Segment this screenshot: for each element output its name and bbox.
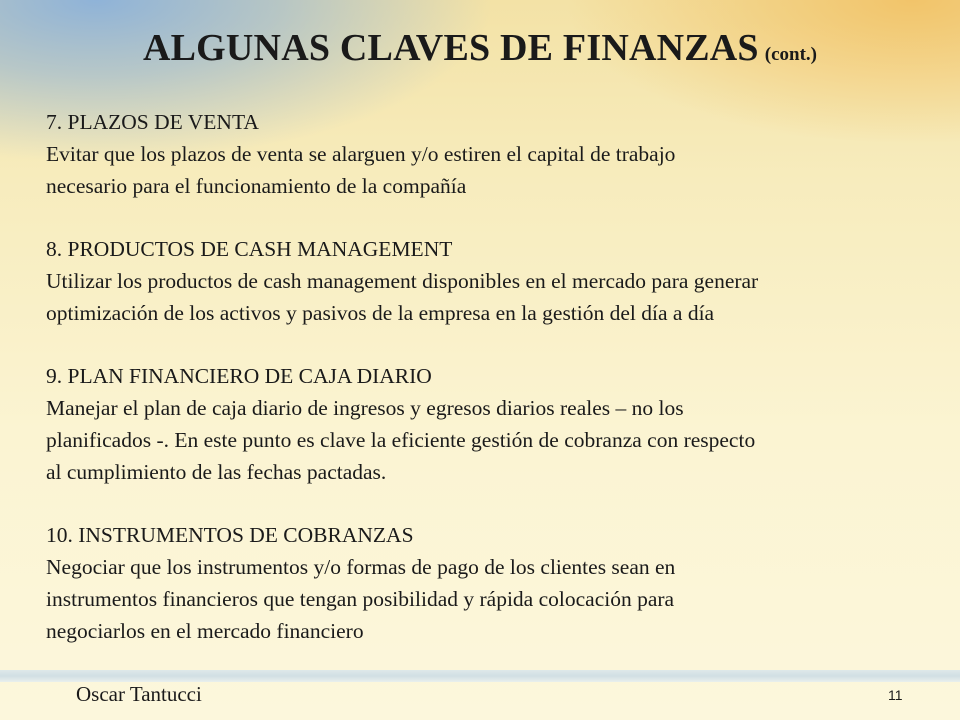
section-text-line: planificados -. En este punto es clave la eficiente gestión de cobranza con respecto xyxy=(46,427,756,452)
section-text-line: Utilizar los productos de cash management disponibles en el mercado para generar xyxy=(46,268,759,293)
page-number: 11 xyxy=(888,687,903,703)
section-heading: 10. INSTRUMENTOS DE COBRANZAS xyxy=(46,523,414,548)
section-heading: 9. PLAN FINANCIERO DE CAJA DIARIO xyxy=(46,364,432,389)
section-text-line: negociarlos en el mercado financiero xyxy=(46,618,364,643)
section-text-line: Evitar que los plazos de venta se alarguen y/o estiren el capital de trabajo xyxy=(46,141,676,166)
section-text-line: instrumentos financieros que tengan posibilidad y rápida colocación para xyxy=(46,586,675,611)
slide-title-suffix: (cont.) xyxy=(764,44,818,65)
footer-author: Oscar Tantucci xyxy=(76,682,202,706)
section-plan-financiero xyxy=(46,361,941,488)
section-text-line: Manejar el plan de caja diario de ingresos y egresos diarios reales – no los xyxy=(46,396,684,421)
section-text-line: optimización de los activos y pasivos de la empresa en la gestión del día a día xyxy=(46,300,715,325)
section-instrumentos-cobranzas xyxy=(46,520,941,647)
section-heading: 7. PLAZOS DE VENTA xyxy=(46,110,259,134)
footer-divider xyxy=(0,670,960,682)
section-text-line: al cumplimiento de las fechas pactadas. xyxy=(46,459,387,484)
slide-title-main: ALGUNAS CLAVES DE FINANZAS xyxy=(142,27,759,69)
slide-content xyxy=(46,107,941,648)
section-plazos-de-venta xyxy=(46,107,941,202)
slide-title xyxy=(0,26,960,70)
section-heading: 8. PRODUCTOS DE CASH MANAGEMENT xyxy=(46,237,453,262)
section-text-line: necesario para el funcionamiento de la compañía xyxy=(46,173,467,198)
section-text-line: Negociar que los instrumentos y/o formas de pago de los clientes sean en xyxy=(46,555,676,580)
section-cash-management xyxy=(46,234,941,329)
